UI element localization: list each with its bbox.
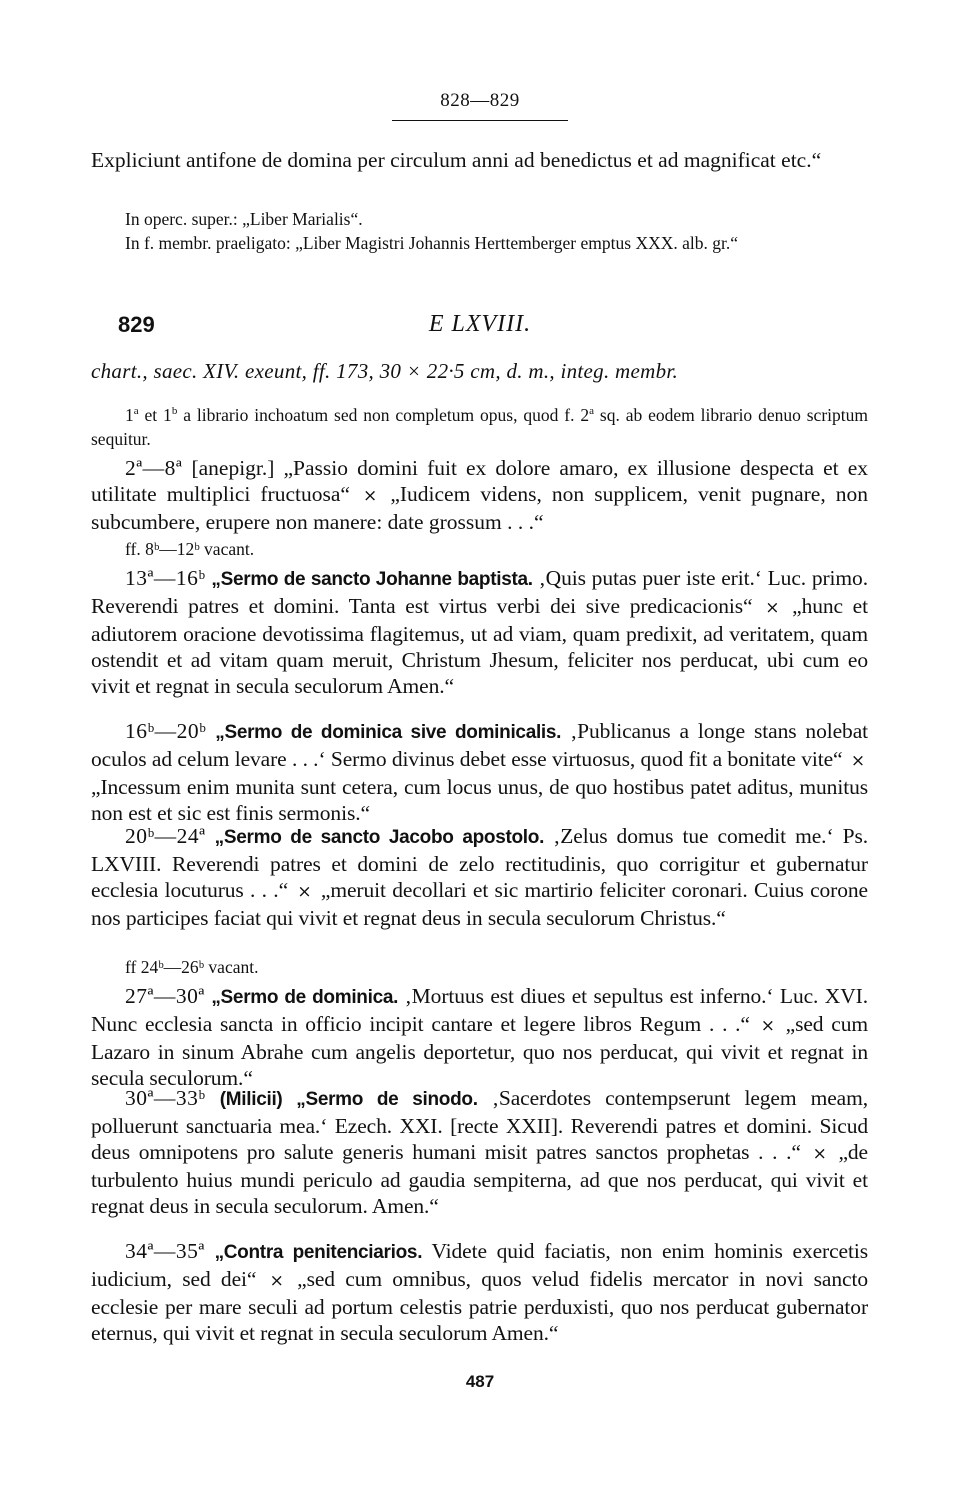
multiplication-sign: × bbox=[765, 598, 780, 618]
entry-number: 829 bbox=[118, 312, 155, 337]
note-sup-1: a bbox=[133, 405, 139, 418]
incipit: ‚Zelus domus tue comedit me.‘ Ps. LXVIII. Reverendi patres et domini de zelo rectitudinis, quo corrigitur et gubernatur ecclesia locuturus . . .“ bbox=[91, 824, 868, 902]
multiplication-sign: × bbox=[269, 1271, 284, 1291]
folio-range: 27ª—30ª bbox=[125, 984, 205, 1008]
entry-note bbox=[91, 403, 868, 451]
content-item bbox=[91, 823, 868, 931]
explicit: „sed cum Lazaro in sinum Abrahe cum angelis deportetur, quo nos perducat, qui vivit et regnat in secula seculorum.“ bbox=[91, 1012, 868, 1090]
entry-signature: E LXVIII. bbox=[428, 311, 532, 337]
folio-range: 13ª—16ᵇ bbox=[125, 566, 206, 590]
incipit: ‚Mortuus est diues et sepultus est inferno.‘ Luc. XVI. Nunc ecclesia sancta in officio incipit cantare et legere libros Regum . . .“ bbox=[91, 984, 868, 1036]
content-item bbox=[91, 718, 868, 826]
folio-range: 20ᵇ—24ª bbox=[125, 824, 206, 848]
note-sup-3: a bbox=[589, 405, 594, 418]
sermon-title: „Contra penitenciarios. bbox=[214, 1242, 423, 1263]
incipit: [anepigr.] „Passio domini fuit ex dolore amaro, ex illusione despecta et ex utilitate multiplici fructuosa“ bbox=[91, 456, 869, 506]
note-sup-2: b bbox=[171, 405, 178, 418]
content-item bbox=[91, 1085, 868, 1219]
vacant-note: ff 24ᵇ—26ᵇ vacant. bbox=[125, 957, 259, 977]
explicit: „Iudicem videns, non supplicem, venit pugnare, non subcumbere, erupere non manere: date grossum . . .“ bbox=[91, 482, 868, 534]
multiplication-sign: × bbox=[850, 751, 866, 771]
vacant-note: ff. 8ᵇ—12ᵇ vacant. bbox=[125, 539, 255, 559]
multiplication-sign: × bbox=[363, 486, 378, 506]
sermon-title: „Sermo de dominica sive dominicalis. bbox=[215, 722, 562, 743]
sermon-title: „Sermo de dominica. bbox=[211, 987, 399, 1008]
content-item bbox=[91, 455, 868, 535]
incipit: ‚Publicanus a longe stans nolebat oculos ad celum levare . . .‘ Sermo divinus debet esse virtuosus, quod fit a bonitate vite“ bbox=[91, 719, 869, 771]
note-text: a librario inchoatum sed non completum opus, quod f. 2 bbox=[177, 405, 590, 425]
previous-entry-explicit: Expliciunt antifone de domina per circulum anni ad benedictus et ad magnificat etc.“ bbox=[91, 148, 822, 172]
multiplication-sign: × bbox=[297, 882, 312, 902]
note-text-end: sq. ab eodem librario denuo scriptum sequitur. bbox=[91, 405, 868, 449]
explicit: „Incessum enim munita sunt cetera, cum locus unus, de quo hostibus patet aditus, munitus non est et sic est finis sermonis.“ bbox=[91, 775, 868, 825]
content-item bbox=[91, 565, 868, 699]
entry-description: chart., saec. XIV. exeunt, ff. 173, 30 × 22·5 cm, d. m., integ. membr. bbox=[91, 359, 679, 383]
explicit: „sed cum omnibus, quos velud fidelis mercator in novi sancto ecclesie per mare seculi ad portum celestis patrie perduxisti, quo nos perducat gubernator eternus, qui vivit et regnat in secula seculorum Amen.“ bbox=[91, 1267, 868, 1345]
incipit: ‚Sacerdotes contempserunt legem meam, polluerunt sanctuaria mea.‘ Ezech. XXI. [recte XXII]. Reverendi patres et domini. Sicud deus omnipotens pro salute generis humani misit patres sanctos prophetas . . .“ bbox=[91, 1086, 869, 1164]
folio-range: 16ᵇ—20ᵇ bbox=[125, 719, 207, 743]
folio-range: 34ª—35ª bbox=[125, 1239, 205, 1263]
multiplication-sign: × bbox=[812, 1144, 827, 1164]
page-number: 487 bbox=[465, 1372, 495, 1391]
binding-note-cover: In operc. super.: „Liber Marialis“. bbox=[125, 209, 363, 229]
sermon-title: „Sermo de sancto Johanne baptista. bbox=[211, 569, 533, 590]
explicit: „meruit decollari et sic martirio feliciter coronari. Cuius corone nos participes faciat qui vivit et regnat deus in secula seculorum Christus.“ bbox=[91, 878, 868, 930]
folio-range: 30ª—33ᵇ bbox=[125, 1086, 206, 1110]
explicit: „hunc et adiutorem oracione devotissima flagitemus, ut ad viam, quam predixit, ad veritatem, quam ostendit et ad vitam quam meruit, Christum Jhesum, feliciter nos perducat, ubi cum eo vivit et regnat in secula seculorum Amen.“ bbox=[91, 594, 869, 698]
content-item bbox=[91, 1238, 868, 1346]
folio-range: 2ª—8ª bbox=[125, 456, 183, 480]
multiplication-sign: × bbox=[760, 1016, 775, 1036]
sermon-title: (Milicii) „Sermo de sinodo. bbox=[219, 1089, 478, 1110]
binding-note-flyleaf: In f. membr. praeligato: „Liber Magistri Johannis Herttemberger emptus XXX. alb. gr.“ bbox=[125, 233, 738, 253]
note-folio-1: 1 bbox=[125, 405, 134, 425]
explicit: „de turbulento huius mundi periculo ad gaudia sempiterna, ad que nos perducat, qui vivit et regnat deus in secula seculorum. Amen.“ bbox=[91, 1140, 868, 1218]
content-item bbox=[91, 983, 868, 1091]
header-rule bbox=[392, 120, 568, 121]
incipit: ‚Quis putas puer iste erit.‘ Luc. primo. Reverendi patres et domini. Tanta est virtus verbi dei sive predicacionis“ bbox=[91, 566, 868, 618]
incipit: Videte quid faciatis, non enim hominis exercetis iudicium, sed dei“ bbox=[91, 1239, 868, 1291]
note-folio-2: et 1 bbox=[138, 405, 172, 425]
running-header: 828—829 bbox=[440, 90, 520, 111]
sermon-title: „Sermo de sancto Jacobo apostolo. bbox=[214, 827, 545, 848]
